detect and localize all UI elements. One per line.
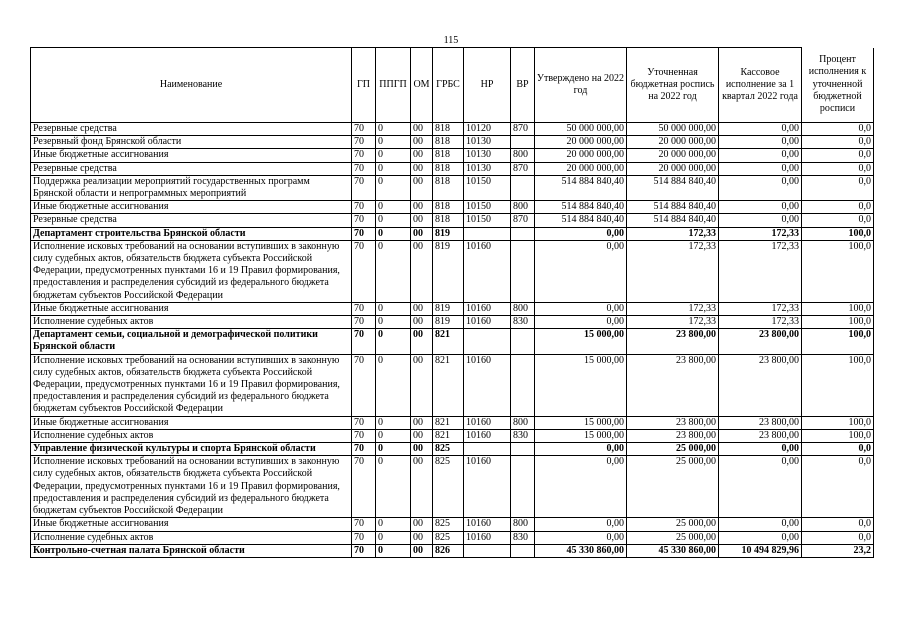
row-approved-cell: 15 000,00 xyxy=(535,329,627,354)
table-row xyxy=(31,456,874,518)
row-percent-cell: 100,0 xyxy=(802,316,874,329)
row-om-cell: 00 xyxy=(411,354,433,416)
row-grbs-cell: 825 xyxy=(433,518,464,531)
row-refined-cell: 45 330 860,00 xyxy=(627,544,719,557)
row-grbs-cell: 825 xyxy=(433,456,464,518)
row-approved-cell: 0,00 xyxy=(535,443,627,456)
row-ppgp-cell: 0 xyxy=(376,149,411,162)
row-name-cell: Резервные средства xyxy=(31,214,352,227)
row-percent-cell: 0,0 xyxy=(802,443,874,456)
row-refined-cell: 172,33 xyxy=(627,227,719,240)
row-approved-cell: 45 330 860,00 xyxy=(535,544,627,557)
header-refined: Уточненная бюджетная роспись на 2022 год xyxy=(627,48,719,123)
row-om-cell: 00 xyxy=(411,531,433,544)
row-grbs-cell: 821 xyxy=(433,354,464,416)
row-nr-cell: 10130 xyxy=(464,162,511,175)
row-nr-cell: 10160 xyxy=(464,302,511,315)
row-vr-cell: 800 xyxy=(511,416,535,429)
row-nr-cell xyxy=(464,329,511,354)
row-percent-cell: 100,0 xyxy=(802,227,874,240)
row-name-cell: Иные бюджетные ассигнования xyxy=(31,518,352,531)
table-row xyxy=(31,227,874,240)
row-vr-cell xyxy=(511,443,535,456)
row-name-cell: Исполнение исковых требований на основании вступивших в законную силу судебных актов, обязательств бюджета субъекта Российской Федерации, предусмотренных пунктами 16 и 19 Правил формирования, предоставления и распределения субсидий из федерального бюджета бюджетам субъектов Российской Федерации xyxy=(31,456,352,518)
row-grbs-cell: 818 xyxy=(433,123,464,136)
row-name-cell: Департамент семьи, социальной и демографической политики Брянской области xyxy=(31,329,352,354)
row-name-cell: Иные бюджетные ассигнования xyxy=(31,416,352,429)
row-name-cell: Управление физической культуры и спорта Брянской области xyxy=(31,443,352,456)
table-row xyxy=(31,162,874,175)
row-ppgp-cell: 0 xyxy=(376,316,411,329)
row-approved-cell: 0,00 xyxy=(535,302,627,315)
row-om-cell: 00 xyxy=(411,162,433,175)
row-gp-cell: 70 xyxy=(352,227,376,240)
row-refined-cell: 23 800,00 xyxy=(627,429,719,442)
row-om-cell: 00 xyxy=(411,416,433,429)
row-cash-cell: 172,33 xyxy=(719,240,802,302)
row-vr-cell xyxy=(511,456,535,518)
table-row xyxy=(31,316,874,329)
row-ppgp-cell: 0 xyxy=(376,175,411,200)
row-nr-cell: 10160 xyxy=(464,240,511,302)
budget-execution-table xyxy=(30,47,874,558)
row-refined-cell: 514 884 840,40 xyxy=(627,175,719,200)
table-header-row xyxy=(31,48,874,123)
row-approved-cell: 514 884 840,40 xyxy=(535,201,627,214)
row-name-cell: Резервные средства xyxy=(31,123,352,136)
row-grbs-cell: 819 xyxy=(433,227,464,240)
table-row xyxy=(31,416,874,429)
row-ppgp-cell: 0 xyxy=(376,201,411,214)
row-percent-cell: 0,0 xyxy=(802,214,874,227)
row-cash-cell: 0,00 xyxy=(719,149,802,162)
row-cash-cell: 172,33 xyxy=(719,227,802,240)
row-name-cell: Иные бюджетные ассигнования xyxy=(31,302,352,315)
table-row xyxy=(31,429,874,442)
row-vr-cell: 800 xyxy=(511,518,535,531)
row-gp-cell: 70 xyxy=(352,175,376,200)
row-gp-cell: 70 xyxy=(352,123,376,136)
row-om-cell: 00 xyxy=(411,136,433,149)
row-gp-cell: 70 xyxy=(352,354,376,416)
row-gp-cell: 70 xyxy=(352,149,376,162)
row-refined-cell: 23 800,00 xyxy=(627,354,719,416)
row-name-cell: Поддержка реализации мероприятий государственных программ Брянской области и непрограммных мероприятий xyxy=(31,175,352,200)
row-cash-cell: 0,00 xyxy=(719,214,802,227)
row-om-cell: 00 xyxy=(411,544,433,557)
row-refined-cell: 514 884 840,40 xyxy=(627,214,719,227)
row-om-cell: 00 xyxy=(411,201,433,214)
row-name-cell: Исполнение судебных актов xyxy=(31,531,352,544)
row-vr-cell xyxy=(511,136,535,149)
row-ppgp-cell: 0 xyxy=(376,123,411,136)
table-row xyxy=(31,302,874,315)
row-approved-cell: 20 000 000,00 xyxy=(535,149,627,162)
row-grbs-cell: 821 xyxy=(433,429,464,442)
row-grbs-cell: 825 xyxy=(433,443,464,456)
row-approved-cell: 0,00 xyxy=(535,456,627,518)
row-approved-cell: 0,00 xyxy=(535,227,627,240)
row-ppgp-cell: 0 xyxy=(376,416,411,429)
row-approved-cell: 20 000 000,00 xyxy=(535,162,627,175)
row-vr-cell: 870 xyxy=(511,162,535,175)
row-gp-cell: 70 xyxy=(352,531,376,544)
row-nr-cell xyxy=(464,544,511,557)
row-refined-cell: 23 800,00 xyxy=(627,329,719,354)
row-gp-cell: 70 xyxy=(352,201,376,214)
row-ppgp-cell: 0 xyxy=(376,162,411,175)
row-gp-cell: 70 xyxy=(352,214,376,227)
header-name: Наименование xyxy=(31,48,352,123)
row-om-cell: 00 xyxy=(411,316,433,329)
row-nr-cell xyxy=(464,443,511,456)
row-approved-cell: 0,00 xyxy=(535,518,627,531)
row-vr-cell xyxy=(511,227,535,240)
row-nr-cell: 10160 xyxy=(464,518,511,531)
row-ppgp-cell: 0 xyxy=(376,531,411,544)
row-approved-cell: 514 884 840,40 xyxy=(535,175,627,200)
row-om-cell: 00 xyxy=(411,175,433,200)
row-refined-cell: 20 000 000,00 xyxy=(627,136,719,149)
row-name-cell: Исполнение исковых требований на основании вступивших в законную силу судебных актов, обязательств бюджета субъекта Российской Федерации, предусмотренных пунктами 16 и 19 Правил формирования, предоставления и распределения субсидий из федерального бюджета бюджетам субъектов Российской Федерации xyxy=(31,354,352,416)
row-grbs-cell: 818 xyxy=(433,214,464,227)
header-approved: Утверждено на 2022 год xyxy=(535,48,627,123)
row-cash-cell: 10 494 829,96 xyxy=(719,544,802,557)
row-cash-cell: 0,00 xyxy=(719,123,802,136)
row-percent-cell: 0,0 xyxy=(802,123,874,136)
row-percent-cell: 0,0 xyxy=(802,531,874,544)
header-om: ОМ xyxy=(411,48,433,123)
row-om-cell: 00 xyxy=(411,240,433,302)
row-gp-cell: 70 xyxy=(352,456,376,518)
table-row xyxy=(31,214,874,227)
row-refined-cell: 25 000,00 xyxy=(627,518,719,531)
row-cash-cell: 0,00 xyxy=(719,518,802,531)
row-cash-cell: 23 800,00 xyxy=(719,429,802,442)
row-approved-cell: 0,00 xyxy=(535,316,627,329)
row-vr-cell xyxy=(511,240,535,302)
row-approved-cell: 0,00 xyxy=(535,240,627,302)
row-ppgp-cell: 0 xyxy=(376,354,411,416)
row-grbs-cell: 818 xyxy=(433,201,464,214)
row-ppgp-cell: 0 xyxy=(376,429,411,442)
row-nr-cell: 10130 xyxy=(464,136,511,149)
row-percent-cell: 0,0 xyxy=(802,175,874,200)
row-gp-cell: 70 xyxy=(352,316,376,329)
row-gp-cell: 70 xyxy=(352,136,376,149)
row-om-cell: 00 xyxy=(411,123,433,136)
table-row xyxy=(31,175,874,200)
row-vr-cell xyxy=(511,175,535,200)
row-percent-cell: 100,0 xyxy=(802,416,874,429)
row-om-cell: 00 xyxy=(411,227,433,240)
row-ppgp-cell: 0 xyxy=(376,544,411,557)
row-grbs-cell: 819 xyxy=(433,240,464,302)
row-om-cell: 00 xyxy=(411,429,433,442)
row-refined-cell: 20 000 000,00 xyxy=(627,149,719,162)
row-gp-cell: 70 xyxy=(352,329,376,354)
header-nr: НР xyxy=(464,48,511,123)
row-refined-cell: 23 800,00 xyxy=(627,416,719,429)
row-gp-cell: 70 xyxy=(352,416,376,429)
row-vr-cell: 800 xyxy=(511,149,535,162)
row-approved-cell: 15 000,00 xyxy=(535,416,627,429)
row-nr-cell: 10150 xyxy=(464,201,511,214)
row-grbs-cell: 825 xyxy=(433,531,464,544)
row-nr-cell: 10120 xyxy=(464,123,511,136)
row-name-cell: Исполнение судебных актов xyxy=(31,429,352,442)
row-ppgp-cell: 0 xyxy=(376,240,411,302)
row-om-cell: 00 xyxy=(411,329,433,354)
row-vr-cell xyxy=(511,544,535,557)
header-vr: ВР xyxy=(511,48,535,123)
row-vr-cell: 870 xyxy=(511,214,535,227)
row-approved-cell: 20 000 000,00 xyxy=(535,136,627,149)
row-approved-cell: 15 000,00 xyxy=(535,429,627,442)
table-row xyxy=(31,544,874,557)
row-grbs-cell: 821 xyxy=(433,416,464,429)
row-grbs-cell: 821 xyxy=(433,329,464,354)
row-gp-cell: 70 xyxy=(352,429,376,442)
row-nr-cell: 10160 xyxy=(464,316,511,329)
row-grbs-cell: 818 xyxy=(433,162,464,175)
row-nr-cell: 10160 xyxy=(464,531,511,544)
row-percent-cell: 23,2 xyxy=(802,544,874,557)
header-gp: ГП xyxy=(352,48,376,123)
page-number: 115 xyxy=(443,35,459,46)
header-cash: Кассовое исполнение за 1 квартал 2022 года xyxy=(719,48,802,123)
row-ppgp-cell: 0 xyxy=(376,136,411,149)
row-percent-cell: 100,0 xyxy=(802,302,874,315)
row-name-cell: Исполнение исковых требований на основании вступивших в законную силу судебных актов, обязательств бюджета субъекта Российской Федерации, предусмотренных пунктами 16 и 19 Правил формирования, предоставления и распределения субсидий из федерального бюджета бюджетам субъектов Российской Федерации xyxy=(31,240,352,302)
row-cash-cell: 0,00 xyxy=(719,456,802,518)
row-cash-cell: 0,00 xyxy=(719,201,802,214)
row-om-cell: 00 xyxy=(411,149,433,162)
row-cash-cell: 0,00 xyxy=(719,162,802,175)
row-ppgp-cell: 0 xyxy=(376,518,411,531)
row-grbs-cell: 826 xyxy=(433,544,464,557)
row-refined-cell: 172,33 xyxy=(627,240,719,302)
table-row xyxy=(31,201,874,214)
row-grbs-cell: 818 xyxy=(433,175,464,200)
row-ppgp-cell: 0 xyxy=(376,329,411,354)
row-vr-cell xyxy=(511,329,535,354)
row-vr-cell: 870 xyxy=(511,123,535,136)
row-gp-cell: 70 xyxy=(352,240,376,302)
row-percent-cell: 100,0 xyxy=(802,329,874,354)
row-ppgp-cell: 0 xyxy=(376,443,411,456)
row-approved-cell: 50 000 000,00 xyxy=(535,123,627,136)
table-row xyxy=(31,136,874,149)
table-row xyxy=(31,531,874,544)
row-ppgp-cell: 0 xyxy=(376,456,411,518)
row-name-cell: Иные бюджетные ассигнования xyxy=(31,201,352,214)
row-cash-cell: 23 800,00 xyxy=(719,416,802,429)
row-percent-cell: 0,0 xyxy=(802,162,874,175)
row-om-cell: 00 xyxy=(411,518,433,531)
row-refined-cell: 20 000 000,00 xyxy=(627,162,719,175)
row-cash-cell: 0,00 xyxy=(719,443,802,456)
table-row xyxy=(31,518,874,531)
row-refined-cell: 514 884 840,40 xyxy=(627,201,719,214)
row-grbs-cell: 818 xyxy=(433,149,464,162)
row-nr-cell: 10130 xyxy=(464,149,511,162)
row-approved-cell: 0,00 xyxy=(535,531,627,544)
row-vr-cell: 830 xyxy=(511,316,535,329)
row-name-cell: Исполнение судебных актов xyxy=(31,316,352,329)
row-percent-cell: 100,0 xyxy=(802,354,874,416)
row-vr-cell: 830 xyxy=(511,429,535,442)
row-name-cell: Иные бюджетные ассигнования xyxy=(31,149,352,162)
row-cash-cell: 23 800,00 xyxy=(719,354,802,416)
table-row xyxy=(31,240,874,302)
row-gp-cell: 70 xyxy=(352,302,376,315)
row-vr-cell: 800 xyxy=(511,201,535,214)
row-refined-cell: 25 000,00 xyxy=(627,443,719,456)
row-name-cell: Резервный фонд Брянской области xyxy=(31,136,352,149)
row-ppgp-cell: 0 xyxy=(376,302,411,315)
row-gp-cell: 70 xyxy=(352,544,376,557)
row-cash-cell: 172,33 xyxy=(719,316,802,329)
row-grbs-cell: 819 xyxy=(433,316,464,329)
row-nr-cell: 10150 xyxy=(464,214,511,227)
row-om-cell: 00 xyxy=(411,302,433,315)
row-nr-cell: 10160 xyxy=(464,354,511,416)
row-name-cell: Резервные средства xyxy=(31,162,352,175)
header-ppgp: ППГП xyxy=(376,48,411,123)
row-ppgp-cell: 0 xyxy=(376,227,411,240)
table-row xyxy=(31,149,874,162)
row-gp-cell: 70 xyxy=(352,162,376,175)
table-row xyxy=(31,354,874,416)
row-percent-cell: 0,0 xyxy=(802,149,874,162)
row-percent-cell: 100,0 xyxy=(802,429,874,442)
row-percent-cell: 0,0 xyxy=(802,201,874,214)
row-om-cell: 00 xyxy=(411,443,433,456)
row-approved-cell: 514 884 840,40 xyxy=(535,214,627,227)
row-percent-cell: 0,0 xyxy=(802,456,874,518)
row-cash-cell: 172,33 xyxy=(719,302,802,315)
row-cash-cell: 0,00 xyxy=(719,175,802,200)
row-om-cell: 00 xyxy=(411,214,433,227)
table-row xyxy=(31,443,874,456)
row-percent-cell: 0,0 xyxy=(802,136,874,149)
row-vr-cell xyxy=(511,354,535,416)
row-nr-cell xyxy=(464,227,511,240)
row-refined-cell: 172,33 xyxy=(627,316,719,329)
row-refined-cell: 172,33 xyxy=(627,302,719,315)
row-gp-cell: 70 xyxy=(352,518,376,531)
row-refined-cell: 25 000,00 xyxy=(627,456,719,518)
table-row xyxy=(31,329,874,354)
row-nr-cell: 10160 xyxy=(464,429,511,442)
row-om-cell: 00 xyxy=(411,456,433,518)
row-grbs-cell: 818 xyxy=(433,136,464,149)
row-ppgp-cell: 0 xyxy=(376,214,411,227)
row-refined-cell: 25 000,00 xyxy=(627,531,719,544)
header-percent: Процент исполнения к уточненной бюджетной росписи xyxy=(802,48,874,123)
table-row xyxy=(31,123,874,136)
row-vr-cell: 830 xyxy=(511,531,535,544)
row-nr-cell: 10160 xyxy=(464,416,511,429)
row-name-cell: Контрольно-счетная палата Брянской области xyxy=(31,544,352,557)
header-grbs: ГРБС xyxy=(433,48,464,123)
table-body xyxy=(31,123,874,558)
row-nr-cell: 10160 xyxy=(464,456,511,518)
row-cash-cell: 0,00 xyxy=(719,136,802,149)
row-name-cell: Департамент строительства Брянской области xyxy=(31,227,352,240)
row-cash-cell: 0,00 xyxy=(719,531,802,544)
row-gp-cell: 70 xyxy=(352,443,376,456)
row-refined-cell: 50 000 000,00 xyxy=(627,123,719,136)
row-percent-cell: 100,0 xyxy=(802,240,874,302)
row-nr-cell: 10150 xyxy=(464,175,511,200)
row-vr-cell: 800 xyxy=(511,302,535,315)
row-cash-cell: 23 800,00 xyxy=(719,329,802,354)
row-percent-cell: 0,0 xyxy=(802,518,874,531)
row-grbs-cell: 819 xyxy=(433,302,464,315)
row-approved-cell: 15 000,00 xyxy=(535,354,627,416)
